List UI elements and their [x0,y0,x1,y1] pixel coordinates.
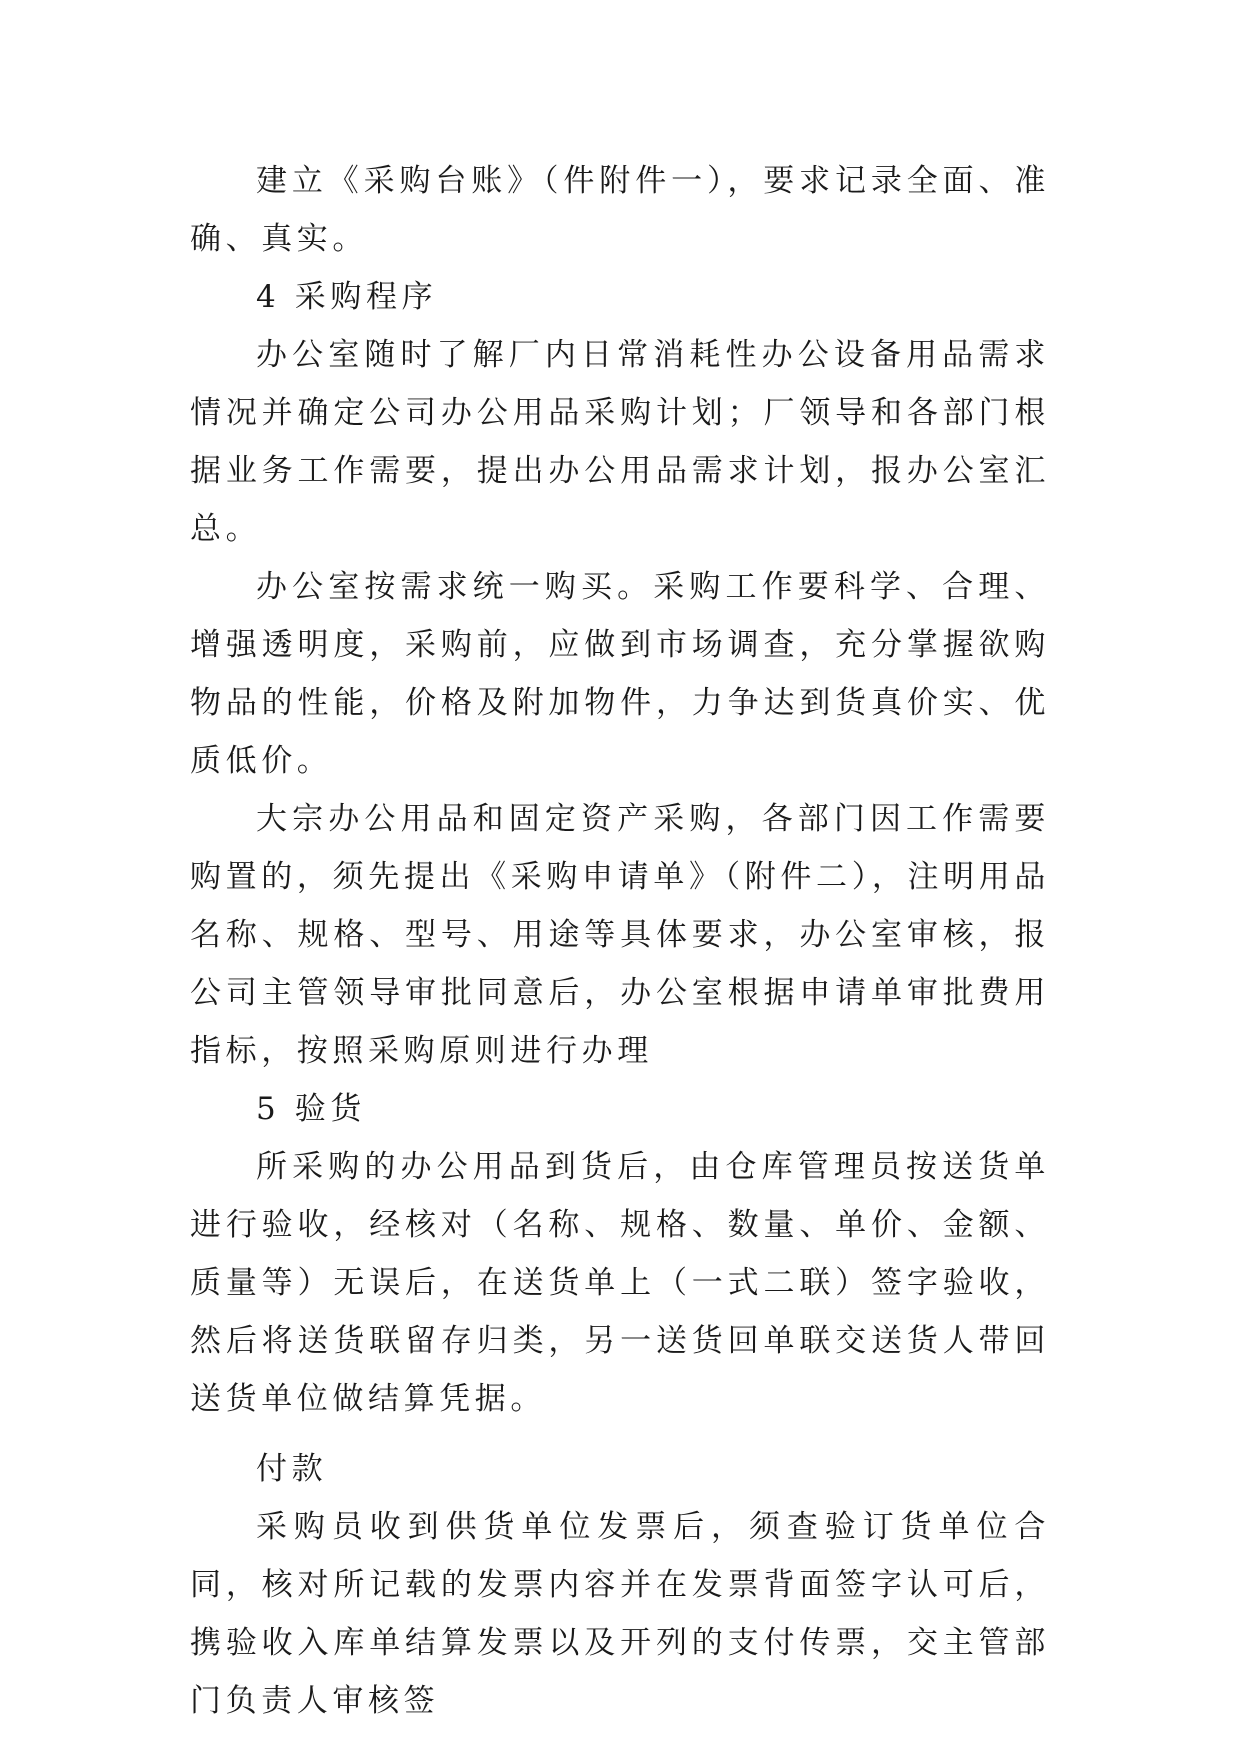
heading-procurement-procedure: 4 采购程序 [256,279,438,315]
document-body [190,152,1050,1730]
paragraph-bulk-purchase: 大宗办公用品和固定资产采购，各部门因工作需要购置的，须先提出《采购申请单》（附件二），注明用品名称、规格、型号、用途等具体要求，办公室审核，报公司主管领导审批同意后，办公室根据申请单审批费用指标，按照采购原则进行办理 [190,801,1050,1069]
heading-payment: 付款 [256,1451,328,1487]
paragraph-demand-planning: 办公室随时了解厂内日常消耗性办公设备用品需求情况并确定公司办公用品采购计划；厂领导和各部门根据业务工作需要，提出办公用品需求计划，报办公室汇总。 [190,337,1050,547]
heading-inspection: 5 验货 [256,1091,366,1127]
paragraph-unified-purchase: 办公室按需求统一购买。采购工作要科学、合理、增强透明度，采购前，应做到市场调查，充分掌握欲购物品的性能，价格及附加物件，力争达到货真价实、优质低价。 [190,569,1050,779]
paragraph-invoice-verification: 采购员收到供货单位发票后，须查验订货单位合同，核对所记载的发票内容并在发票背面签字认可后，携验收入库单结算发票以及开列的支付传票，交主管部门负责人审核签 [190,1509,1050,1719]
paragraph-ledger: 建立《采购台账》（件附件一），要求记录全面、准确、真实。 [190,163,1050,257]
paragraph-goods-receipt: 所采购的办公用品到货后，由仓库管理员按送货单进行验收，经核对（名称、规格、数量、单价、金额、质量等）无误后，在送货单上（一式二联）签字验收，然后将送货联留存归类，另一送货回单联交送货人带回送货单位做结算凭据。 [190,1149,1050,1417]
